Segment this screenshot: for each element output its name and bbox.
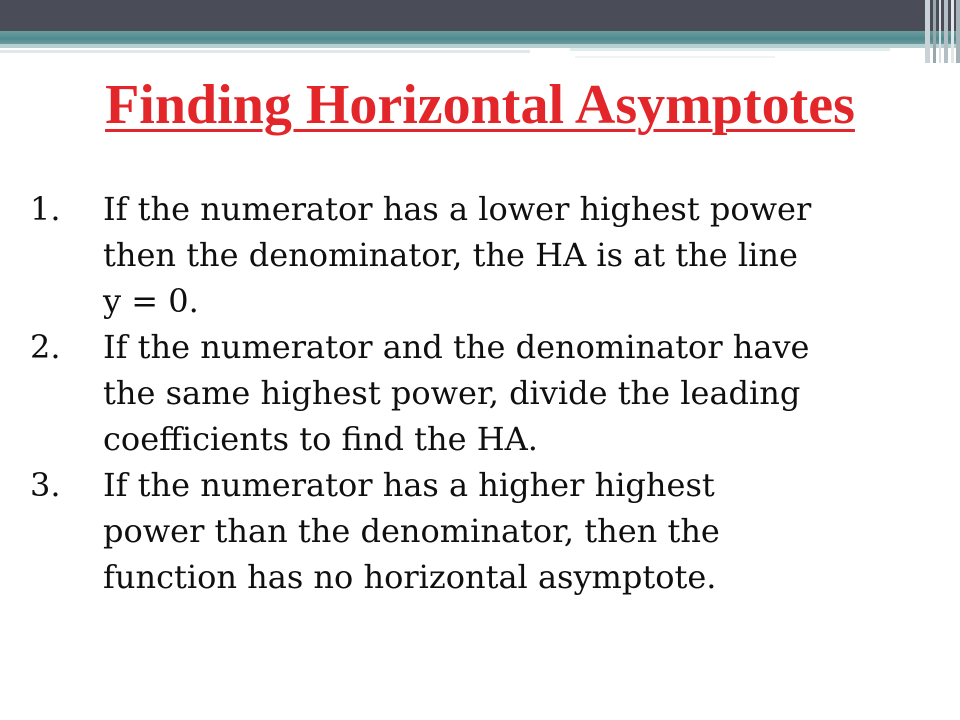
list-item-text <box>103 324 945 462</box>
decorative-line <box>575 56 775 58</box>
list-item-number: 1. <box>30 190 61 228</box>
header-accent-band <box>0 31 960 44</box>
list-item-line: function has no horizontal asymptote. <box>103 558 717 596</box>
list-item <box>30 324 945 462</box>
decorative-line <box>570 48 890 51</box>
decorative-stripe <box>939 0 941 63</box>
list-item <box>30 186 945 324</box>
decorative-line <box>0 50 530 53</box>
decorative-stripe <box>933 0 936 63</box>
numbered-list <box>30 186 945 600</box>
list-item-line: then the denominator, the HA is at the line <box>103 236 798 274</box>
list-item-line: y = 0. <box>103 282 199 320</box>
list-item-line: the same highest power, divide the leading <box>103 374 801 412</box>
decorative-stripe <box>944 0 948 63</box>
list-item-line: coefficients to find the HA. <box>103 420 538 458</box>
decorative-stripe <box>956 0 960 63</box>
list-item-line: If the numerator has a lower highest power <box>103 190 812 228</box>
list-item-line: power than the denominator, then the <box>103 512 720 550</box>
list-item-number: 2. <box>30 328 61 366</box>
decorative-stripe <box>951 0 954 63</box>
list-item-text <box>103 462 945 600</box>
slide-title: Finding Horizontal Asymptotes <box>105 74 855 136</box>
list-item-line: If the numerator has a higher highest <box>103 466 715 504</box>
list-item-line: If the numerator and the denominator have <box>103 328 810 366</box>
list-item-number: 3. <box>30 466 61 504</box>
list-item <box>30 462 945 600</box>
list-item-text <box>103 186 945 324</box>
decorative-stripe <box>925 0 930 63</box>
header-banner <box>0 0 960 31</box>
